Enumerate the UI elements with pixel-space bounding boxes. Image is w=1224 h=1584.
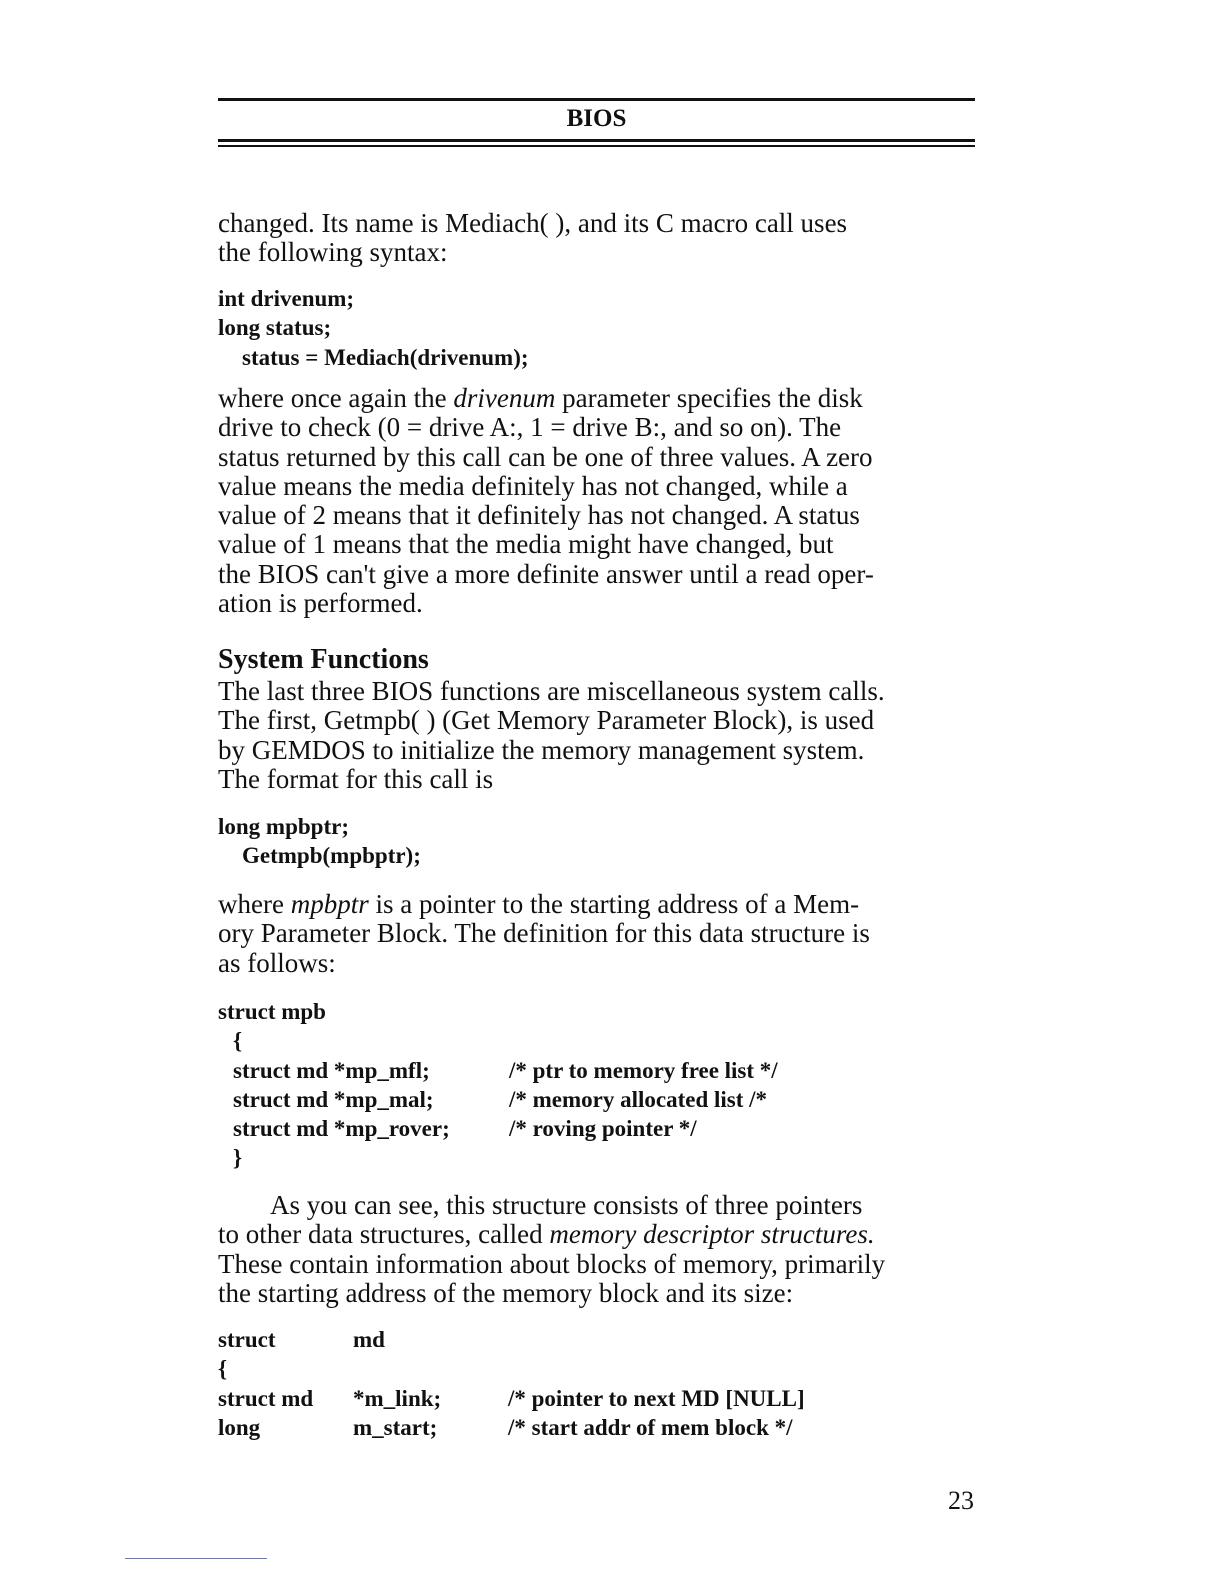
page-number: 23 (948, 1486, 974, 1515)
struct-field: struct md *mp_mal; /* memory allocated list /* (233, 1086, 768, 1112)
brace-open: { (233, 1028, 243, 1054)
section-heading: System Functions (218, 644, 429, 675)
code-line: Getmpb(mpbptr); (242, 843, 421, 869)
struct-field: struct md *mp_rover; /* roving pointer */ (233, 1116, 697, 1142)
struct-header: struct mpb (218, 999, 326, 1024)
code-getmpb-syntax (218, 812, 421, 871)
struct-header: struct md (218, 1327, 385, 1352)
term-mpbptr: mpbptr (290, 889, 369, 919)
paragraph-mpbptr: where mpbptr is a pointer to the starting address of a Mem- ory Parameter Block. The definition for this data structure is as follows: (218, 889, 870, 978)
struct-field: struct md *mp_mfl; /* ptr to memory free list */ (233, 1057, 778, 1083)
paragraph-drivenum: where once again the drivenum parameter specifies the disk drive to check (0 = drive A:, 1 = drive B:, and so on). The status returned by this call can be one of three values. A zero value means the media definitely has not changed, while a value of 2 means that it definitely has not changed. A status value of 1 means that the media might have changed, but the BIOS can't give a more definite answer until a read oper- ation is performed. (218, 383, 874, 619)
code-struct-mpb (218, 997, 778, 1173)
code-line: status = Mediach(drivenum); (242, 344, 529, 370)
code-line: long mpbptr; (218, 814, 349, 839)
brace-close: } (233, 1145, 243, 1171)
term-drivenum: drivenum (453, 383, 556, 413)
header-rule-bottom (218, 139, 975, 142)
code-struct-md (218, 1325, 805, 1442)
brace-open: { (218, 1356, 228, 1382)
code-line: int drivenum; (218, 286, 355, 311)
paragraph-system-functions: The last three BIOS functions are miscellaneous system calls. The first, Getmpb( ) (Get Memory Parameter Block), is used by GEMDOS to initialize the memory management system. The format for this call is (218, 676, 885, 794)
header-rule-top (218, 98, 975, 101)
header-rule-bottom-thin (218, 145, 975, 147)
footer-rule (125, 1558, 267, 1559)
code-line: long status; (218, 315, 332, 341)
struct-field: struct md *m_link; /* pointer to next MD [NULL] (218, 1385, 805, 1411)
paragraph-mediach-intro: changed. Its name is Mediach( ), and its C macro call uses the following syntax: (218, 208, 848, 268)
paragraph-memory-descriptors: As you can see, this structure consists of three pointers to other data structures, called memory descriptor structures. These contain information about blocks of memory, primarily the starting address of the memory block and its size: (218, 1190, 886, 1308)
term-memory-descriptor-structures: memory descriptor structures. (549, 1219, 875, 1250)
running-header: BIOS (566, 105, 627, 132)
struct-field: long m_start; /* start addr of mem block */ (218, 1414, 793, 1440)
code-mediach-syntax (218, 284, 529, 372)
